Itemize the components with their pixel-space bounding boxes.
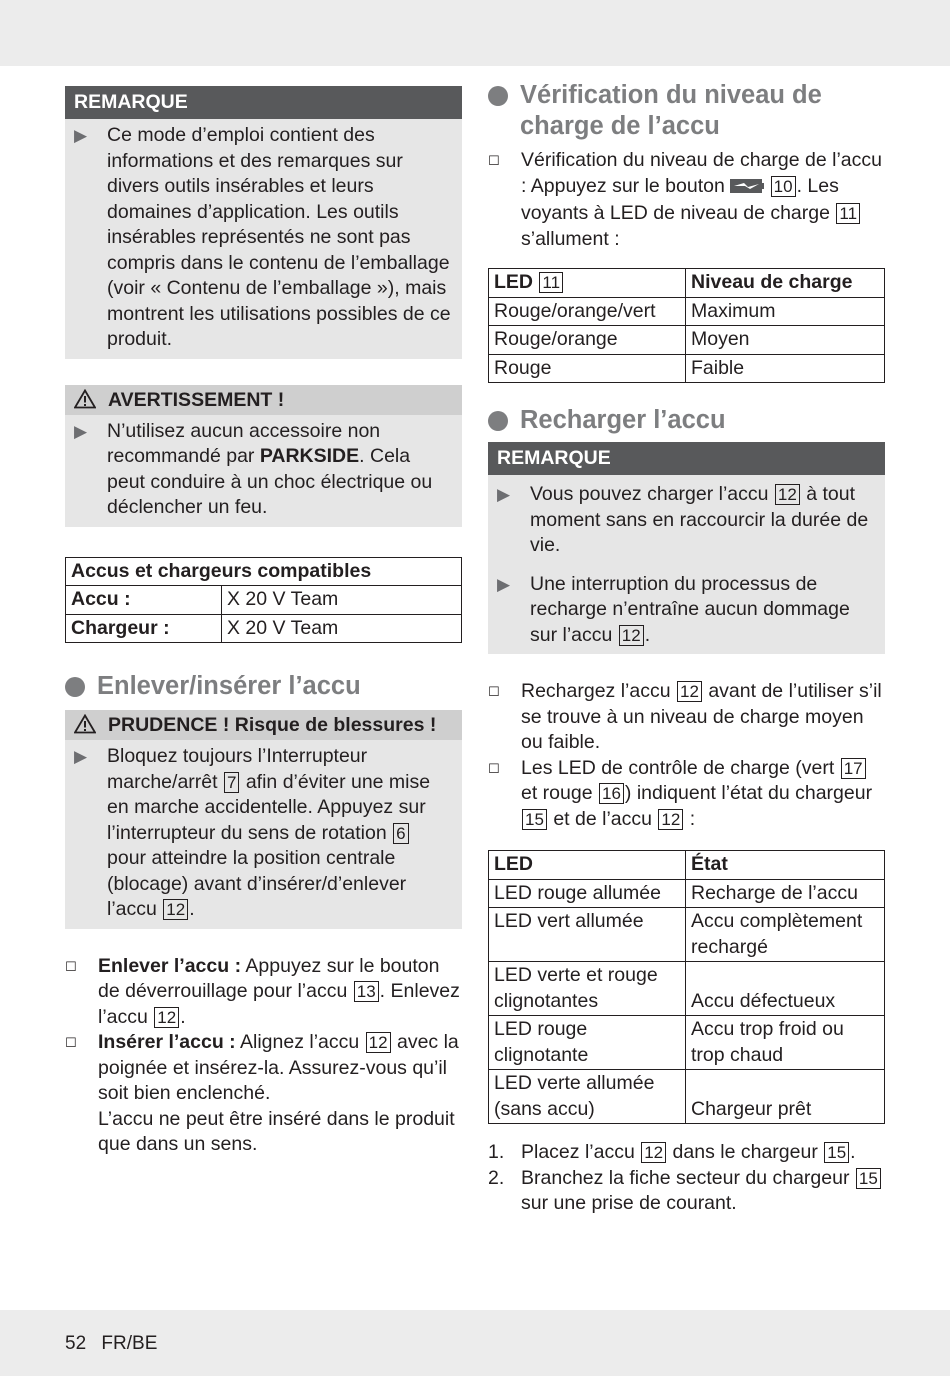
square-icon: ☐ bbox=[65, 1035, 77, 1050]
compat-table bbox=[65, 557, 462, 644]
prudence-header bbox=[65, 710, 462, 740]
remarque-title: REMARQUE bbox=[65, 86, 462, 119]
section-heading: Enlever/insérer l’accu bbox=[65, 671, 462, 702]
table-row: Rouge Faible bbox=[489, 354, 885, 383]
language-code: FR/BE bbox=[101, 1333, 158, 1354]
table-row: Chargeur : X 20 V Team bbox=[66, 614, 462, 643]
table-row: LED verte et rouge clignotantes Accu défectueux bbox=[489, 962, 885, 1016]
charge-level-table bbox=[488, 268, 885, 383]
avertissement-title: AVERTISSEMENT ! bbox=[108, 388, 285, 411]
table-header-row: LED 11 Niveau de charge bbox=[489, 269, 885, 298]
warning-triangle-icon bbox=[74, 713, 108, 738]
page-footer bbox=[65, 1331, 167, 1357]
table-row: LED verte allumée (sans accu) Chargeur prêt bbox=[489, 1070, 885, 1124]
table-row: Rouge/orange Moyen bbox=[489, 326, 885, 355]
header-band bbox=[0, 0, 950, 66]
table-row: LED rouge allumée Recharge de l’accu bbox=[489, 879, 885, 908]
numbered-step: 2. Branchez la fiche secteur du chargeur 15 sur une prise de courant. bbox=[488, 1166, 885, 1217]
avertissement-box bbox=[65, 385, 462, 527]
note-item: ▶ Une interruption du processus de recharge n’entraîne aucun dommage sur l’accu 12 . bbox=[488, 568, 885, 649]
warning-triangle-icon bbox=[74, 388, 108, 413]
table-header: Accus et chargeurs compatibles bbox=[66, 557, 462, 586]
table-row: Rouge/orange/vert Maximum bbox=[489, 297, 885, 326]
remarque-box bbox=[488, 442, 885, 654]
prudence-title: PRUDENCE ! Risque de blessures ! bbox=[108, 714, 437, 736]
square-icon: ☐ bbox=[65, 958, 77, 974]
note-text: Ce mode d’emploi contient des informations et des remarques sur divers outils insérables et leurs domaines d’application. Les outils insérables représentés ne sont pas compris dans le contenu de l’emballage (voir « Contenu de l’emballage »), mais montrent les utilisations possibles de ce produit. bbox=[107, 124, 451, 350]
battery-button-icon bbox=[730, 176, 764, 202]
brand-name: PARKSIDE bbox=[259, 445, 360, 467]
table-row: LED vert allumée Accu complètement rechargé bbox=[489, 908, 885, 962]
numbered-step: 1. Placez l’accu 12 dans le chargeur 15 . bbox=[488, 1141, 856, 1163]
remarque-title: REMARQUE bbox=[488, 442, 885, 475]
table-row: LED rouge clignotante Accu trop froid ou trop chaud bbox=[489, 1016, 885, 1070]
bullet-dot-icon bbox=[488, 405, 520, 436]
page-number: 52 bbox=[65, 1333, 87, 1354]
triangle-right-icon: ▶ bbox=[497, 574, 511, 594]
section-heading: Vérification du niveau de charge de l’accu bbox=[488, 80, 885, 142]
square-icon: ☐ bbox=[488, 760, 500, 776]
list-item: ☐ Enlever l’accu : Appuyez sur le bouton de déverrouillage pour l’accu 13 . Enlevez l’accu 12 . bbox=[65, 954, 462, 1031]
prudence-box bbox=[65, 710, 462, 929]
triangle-right-icon: ▶ bbox=[497, 485, 511, 504]
note-item: ▶ Vous pouvez charger l’accu 12 à tout moment sans en raccourcir la durée de vie. bbox=[488, 475, 885, 559]
right-column bbox=[488, 80, 885, 1217]
triangle-right-icon: ▶ bbox=[74, 421, 88, 441]
list-item: ☐ Les LED de contrôle de charge (vert 17 et rouge 16 ) indiquent l’état du chargeur 15 et de l’accu 12 : bbox=[488, 756, 885, 833]
triangle-right-icon: ▶ bbox=[74, 747, 88, 766]
list-item: ☐ Insérer l’accu : Alignez l’accu 12 avec la poignée et insérez-la. Assurez-vous qu’il soit bien enclenché. L’accu ne peut être inséré dans le produit que dans un sens. bbox=[65, 1030, 462, 1158]
note-text: N’utilisez aucun accessoire non recommandé par PARKSIDE. Cela peut conduire à un choc électrique ou déclencher un feu. bbox=[107, 419, 433, 518]
bullet-dot-icon bbox=[488, 80, 520, 142]
note-item bbox=[65, 740, 462, 923]
triangle-right-icon: ▶ bbox=[74, 126, 88, 145]
table-row: Accu : X 20 V Team bbox=[66, 586, 462, 615]
left-column bbox=[65, 86, 462, 1158]
bullet-dot-icon bbox=[65, 671, 97, 702]
square-icon: ☐ bbox=[488, 684, 500, 699]
note-item bbox=[65, 415, 462, 521]
avertissement-header bbox=[65, 385, 462, 415]
remarque-box bbox=[65, 86, 462, 359]
note-text: Bloquez toujours l’Interrupteur marche/arrêt 7 afin d’éviter une mise en marche accidentelle. Appuyez sur l’interrupteur du sens de rotation 6 pour atteindre la position centrale (blocage) avant d’insérer/d’enlever l’accu 12 . bbox=[107, 745, 431, 920]
led-state-table bbox=[488, 850, 885, 1124]
table-header-row: LED État bbox=[489, 851, 885, 880]
list-item: ☐ Rechargez l’accu 12 avant de l’utiliser s’il se trouve à un niveau de charge moyen ou faible. bbox=[488, 679, 885, 756]
list-item: ☐ Vérification du niveau de charge de l’accu : Appuyez sur le bouton 10 . Les voyants à LED de niveau de charge 11 s’allument : bbox=[488, 148, 885, 252]
note-item bbox=[65, 119, 462, 353]
square-icon: ☐ bbox=[488, 153, 500, 168]
section-heading: Recharger l’accu bbox=[488, 405, 885, 436]
